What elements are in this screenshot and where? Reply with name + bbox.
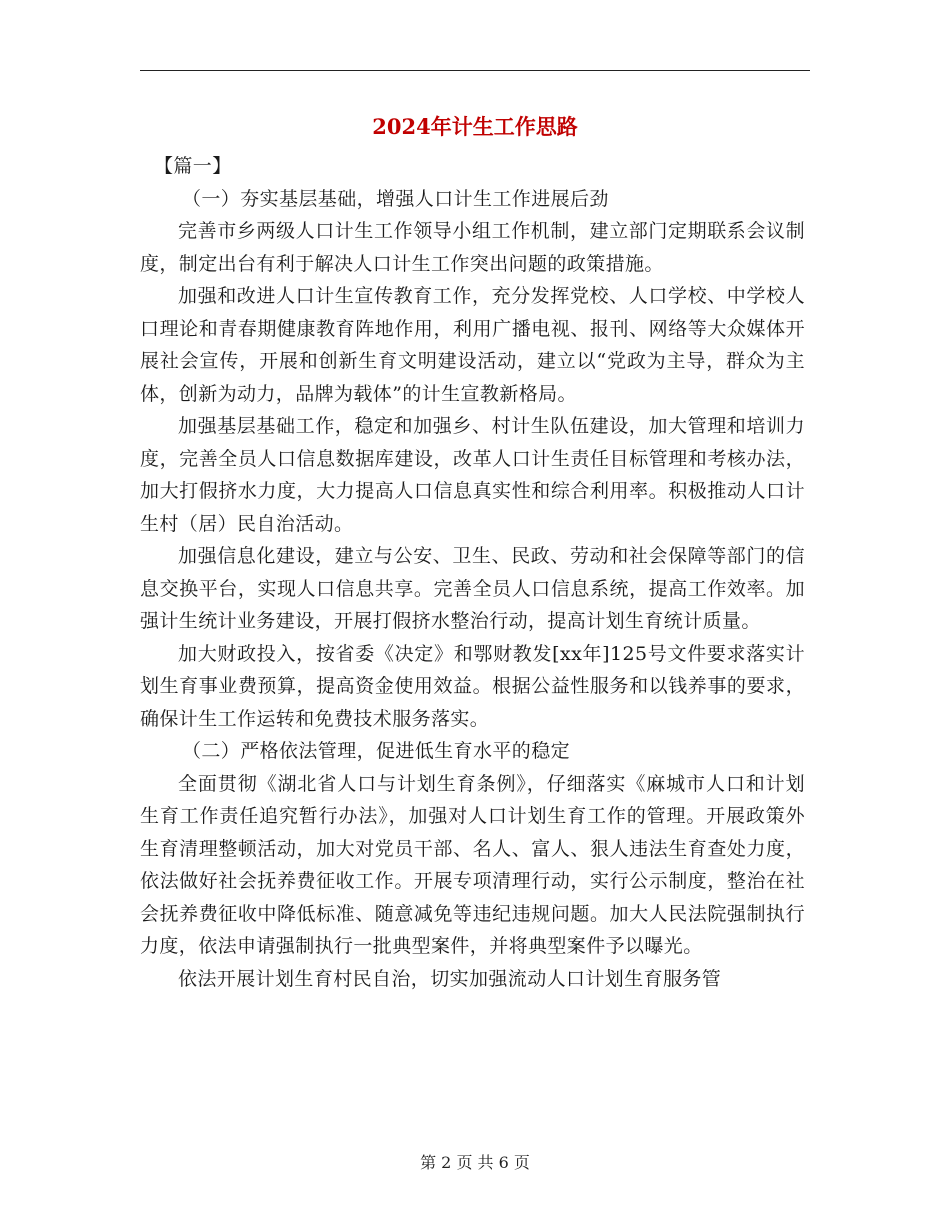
subheading: （一）夯实基层基础，增强人口计生工作进展后劲: [182, 187, 609, 210]
paragraph: 加大财政投入，按省委《决定》和鄂财教发[xx年]125号文件要求落实计划生育事业费预算，提高资金使用效益。根据公益性服务和以钱养事的要求，确保计生工作运转和免费技术服务落实。: [140, 642, 805, 730]
section-label: 【篇一】: [154, 155, 232, 177]
paragraph: 全面贯彻《湖北省人口与计划生育条例》，仔细落实《麻城市人口和计划生育工作责任追究暂行办法》，加强对人口计划生育工作的管理。开展政策外生育清理整顿活动，加大对党员干部、名人、富人、狠人违法生育查处力度，依法做好社会抚养费征收工作。开展专项清理行动，实行公示制度，整治在社会抚养费征收中降低标准、随意减免等违纪违规问题。加大人民法院强制执行力度，依法申请强制执行一批典型案件，并将典型案件予以曝光。: [140, 772, 805, 957]
paragraph: 加强信息化建设，建立与公安、卫生、民政、劳动和社会保障等部门的信息交换平台，实现人口信息共享。完善全员人口信息系统，提高工作效率。加强计生统计业务建设，开展打假挤水整治行动，提高计划生育统计质量。: [140, 545, 805, 632]
document-body: [140, 150, 805, 995]
page-number-footer: 第 2 页 共 6 页: [420, 1153, 530, 1172]
document-title: 2024年计生工作思路: [372, 114, 578, 139]
subheading: （二）严格依法管理，促进低生育水平的稳定: [182, 740, 571, 762]
paragraph: 加强和改进人口计生宣传教育工作，充分发挥党校、人口学校、中学校人口理论和青春期健康教育阵地作用，利用广播电视、报刊、网络等大众媒体开展社会宣传，开展和创新生育文明建设活动，建立以“党政为主导，群众为主体，创新为动力，品牌为载体”的计生宣教新格局。: [140, 285, 805, 405]
header-rule: [140, 70, 810, 71]
paragraph: 加强基层基础工作，稳定和加强乡、村计生队伍建设，加大管理和培训力度，完善全员人口信息数据库建设，改革人口计生责任目标管理和考核办法，加大打假挤水力度，大力提高人口信息真实性和综合利用率。积极推动人口计生村（居）民自治活动。: [140, 415, 805, 535]
paragraph: 完善市乡两级人口计生工作领导小组工作机制，建立部门定期联系会议制度，制定出台有利于解决人口计生工作突出问题的政策措施。: [140, 220, 805, 275]
paragraph: 依法开展计划生育村民自治，切实加强流动人口计划生育服务管: [178, 967, 722, 990]
